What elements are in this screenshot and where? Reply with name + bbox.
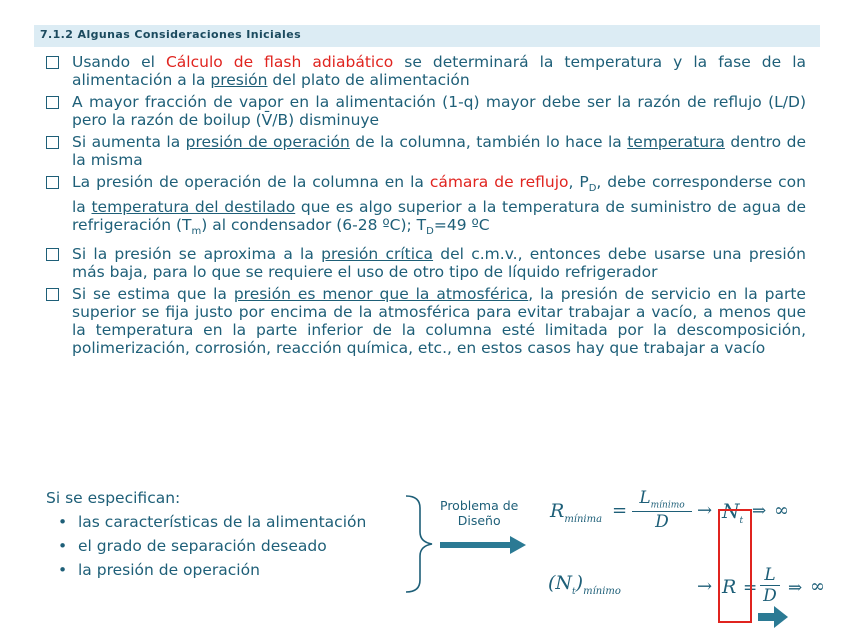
implies-symbol: ⇒ (752, 501, 767, 521)
checkbox-icon (46, 136, 59, 149)
problem-label: Problema de Diseño (440, 498, 519, 528)
r-min-symbol: $R_{mínima}$ (550, 500, 603, 525)
arrow-right-symbol: → (697, 500, 713, 521)
highlight-term: cámara de reflujo (429, 173, 569, 191)
bullet-item: A mayor fracción de vapor en la alimentación (1-q) mayor debe ser la razón de reflujo (L/D) pero la razón de boilup (V̄/B) disminuye (46, 93, 806, 129)
bullet-item: Si la presión se aproxima a la presión crítica del c.m.v., entonces debe usarse una presión más baja, para lo que se requiere el uso de otro tipo de líquido refrigerador (46, 245, 806, 281)
arrow-right-icon (758, 606, 788, 628)
section-header (34, 25, 820, 47)
underlined-term: presión de operación (185, 133, 350, 151)
checkbox-icon (46, 288, 59, 301)
underlined-term: presión crítica (321, 245, 434, 264)
section-title: 7.1.2 Algunas Consideraciones Iniciales (40, 28, 302, 41)
highlight-box (718, 509, 752, 623)
bullet-item: Si aumenta la presión de operación de la columna, también lo hace la temperatura dentro de la misma (46, 133, 806, 169)
underlined-term: temperatura del destilado (91, 198, 296, 217)
nt-min-symbol: $(N_t)_{mínimo}$ (548, 572, 621, 597)
spec-item: • el grado de separación deseado (58, 534, 366, 558)
checkbox-icon (46, 176, 59, 189)
infinity-symbol: ∞ (774, 500, 789, 521)
fraction-l-min-over-d: $L_{mínimo}$ D (632, 488, 692, 532)
spec-section (46, 486, 366, 582)
fraction-l-over-d: L D (760, 565, 780, 606)
underlined-term: presión (210, 71, 268, 89)
implies-symbol: ⇒ (788, 578, 803, 598)
infinity-symbol: ∞ (810, 576, 825, 597)
r-symbol: R (722, 576, 737, 598)
arrow-right-symbol: → (697, 576, 713, 597)
equals-sign: = (743, 578, 758, 598)
checkbox-icon (46, 96, 59, 109)
bullet-item: Usando el Cálculo de flash adiabático se determinará la temperatura y la fase de la alimentación a la presión del plato de alimentación (46, 53, 806, 89)
right-brace-icon (402, 494, 438, 594)
bullet-item: Si se estima que la presión es menor que la atmosférica, la presión de servicio en la parte superior se fija justo por encima de la atmosférica para evitar trabajar a vacío, a menos que la temperatura en la parte inferior de la columna esté limitada por la descomposición, polimerización, corrosión, reacción química, etc., en estos casos hay que trabajar a vacío (46, 285, 806, 357)
checkbox-icon (46, 248, 59, 261)
nt-symbol: $N_t$ (722, 499, 744, 526)
bullet-list (46, 53, 806, 361)
spec-title: Si se especifican: (46, 489, 181, 507)
equals-sign: = (612, 500, 628, 521)
spec-list (46, 510, 366, 582)
spec-item: • la presión de operación (58, 558, 366, 582)
underlined-term: temperatura (627, 133, 725, 151)
underlined-term: presión es menor que la atmosférica (233, 285, 529, 304)
bullet-item: La presión de operación de la columna en la cámara de reflujo, $P_D$, debe corresponderse con la temperatura del destilado que es algo superior a la temperatura de suministro de agua de refrigeración $(T_m)$ al condensador (6-28 ºC); $T_D=49$ ºC (46, 173, 806, 241)
highlight-term: Cálculo de flash adiabático (165, 53, 394, 71)
spec-item: • las características de la alimentación (58, 510, 366, 534)
arrow-right-icon (440, 536, 526, 554)
checkbox-icon (46, 56, 59, 69)
